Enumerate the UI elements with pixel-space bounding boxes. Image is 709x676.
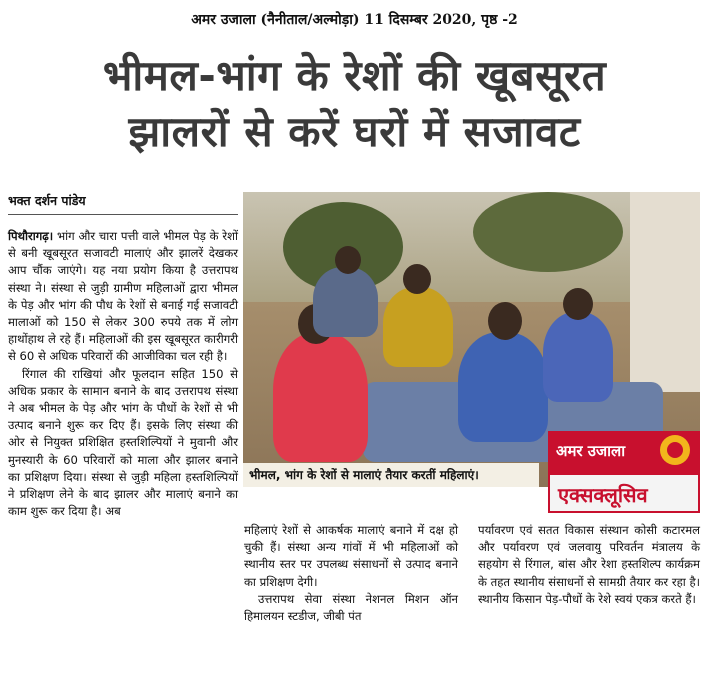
photo-head <box>488 302 522 340</box>
byline: भक्त दर्शन पांडेय <box>8 193 86 208</box>
badge-brand-bar <box>548 431 700 473</box>
photo-woman-right <box>543 312 613 402</box>
exclusive-badge <box>548 431 700 513</box>
photo-caption: भीमल, भांग के रेशों से मालाएं तैयार करतीं महिलाएं। <box>243 463 539 487</box>
photo-woman-yellow <box>383 287 453 367</box>
byline-rule <box>8 214 238 215</box>
article-column-2 <box>244 522 458 625</box>
article-paragraph-2: रिंगाल की राखियां और फूलदान सहित 150 से अधिक प्रकार के सामान बनाने के बाद उत्तरापथ संस्था ने अब भीमल के पेड़ और भांग के पौधों के रेशों से भी उत्पाद बनाने शुरू कर दिए हैं। इसके लिए संस्था की ओर से नियुक्त प्रशिक्षित हस्तशिल्पियों ने मुवानी और मुनस्यारी के 60 परिवारों को माला और झालर बनाने का प्रशिक्षण दिया। संस्था से जुड़ी महिला हस्तशिल्पियों ने प्रशिक्षण लेने के बाद झालर और मालाएं बनाने का काम शुरू कर दिया है। अब <box>8 366 238 519</box>
headline-line-2: झालरों से करें घरों में सजावट <box>128 107 581 156</box>
headline-line-1: भीमल-भांग के रेशों की खूबसूरत <box>102 51 607 100</box>
photo-head <box>335 246 361 274</box>
badge-label: एक्सक्लूसिव <box>558 483 648 507</box>
article-column-1 <box>8 228 238 520</box>
article-column-3 <box>478 522 700 608</box>
article-paragraph-1 <box>8 228 238 366</box>
photo-head <box>403 264 431 294</box>
article-paragraph-5: पर्यावरण एवं सतत विकास संस्थान कोसी कटारमल और पर्यावरण एवं जलवायु परिवर्तन मंत्रालय के सहयोग से रिंगाल, बांस और रेशा हस्तशिल्प कार्यक्रम के तहत स्थानीय संसाधनों से सामग्री तैयार कर रहा है। स्थानीय किसान पेड़-पौधों के रेशे स्वयं एकत्र करते हैं। <box>478 523 700 606</box>
photo-woman-blue <box>458 332 548 442</box>
badge-label-bar <box>548 473 700 513</box>
article-text-1: भांग और चारा पत्ती वाले भीमल पेड़ के रेशों से बनी खूबसूरत सजावटी मालाएं और झालरें देखकर आप चौंक जाएंगे। यह नया प्रयोग किया है उत्तरापथ संस्था ने। संस्था से जुड़ी ग्रामीण महिलाओं द्वारा भीमल के पेड़ और भांग की पौध के रेशों से बनाई गई सजावटी मालाओं को 150 से लेकर 300 रुपये तक में लोग हाथोंहाथ ले रहे हैं। महिलाओं की इस खूबसूरत कारीगरी से 60 से अधिक परिवारों की आजीविका चल रही है। <box>8 229 238 364</box>
photo-woman-red <box>273 332 368 462</box>
brand-logo-icon <box>660 435 690 465</box>
badge-brand: अमर उजाला <box>556 442 626 460</box>
article-paragraph-4: उत्तरापथ सेवा संस्था नेशनल मिशन ऑन हिमालयन स्टडीज, जीबी पंत <box>244 591 458 624</box>
headline <box>0 48 709 160</box>
photo-man-back <box>313 267 378 337</box>
article-paragraph-3: महिलाएं रेशों से आकर्षक मालाएं बनाने में दक्ष हो चुकी हैं। संस्था अन्य गांवों में भी महिलाओं को स्थानीय स्तर पर उपलब्ध संसाधनों से उत्पाद बनाने का प्रशिक्षण देगी। <box>244 523 458 589</box>
dateline: पिथौरागढ़। <box>8 229 54 243</box>
photo-wall <box>630 192 700 392</box>
masthead: अमर उजाला (नैनीताल/अल्मोड़ा) 11 दिसम्बर 2020, पृष्ठ -2 <box>191 12 518 28</box>
photo-tree <box>473 192 623 272</box>
photo-head <box>563 288 593 320</box>
